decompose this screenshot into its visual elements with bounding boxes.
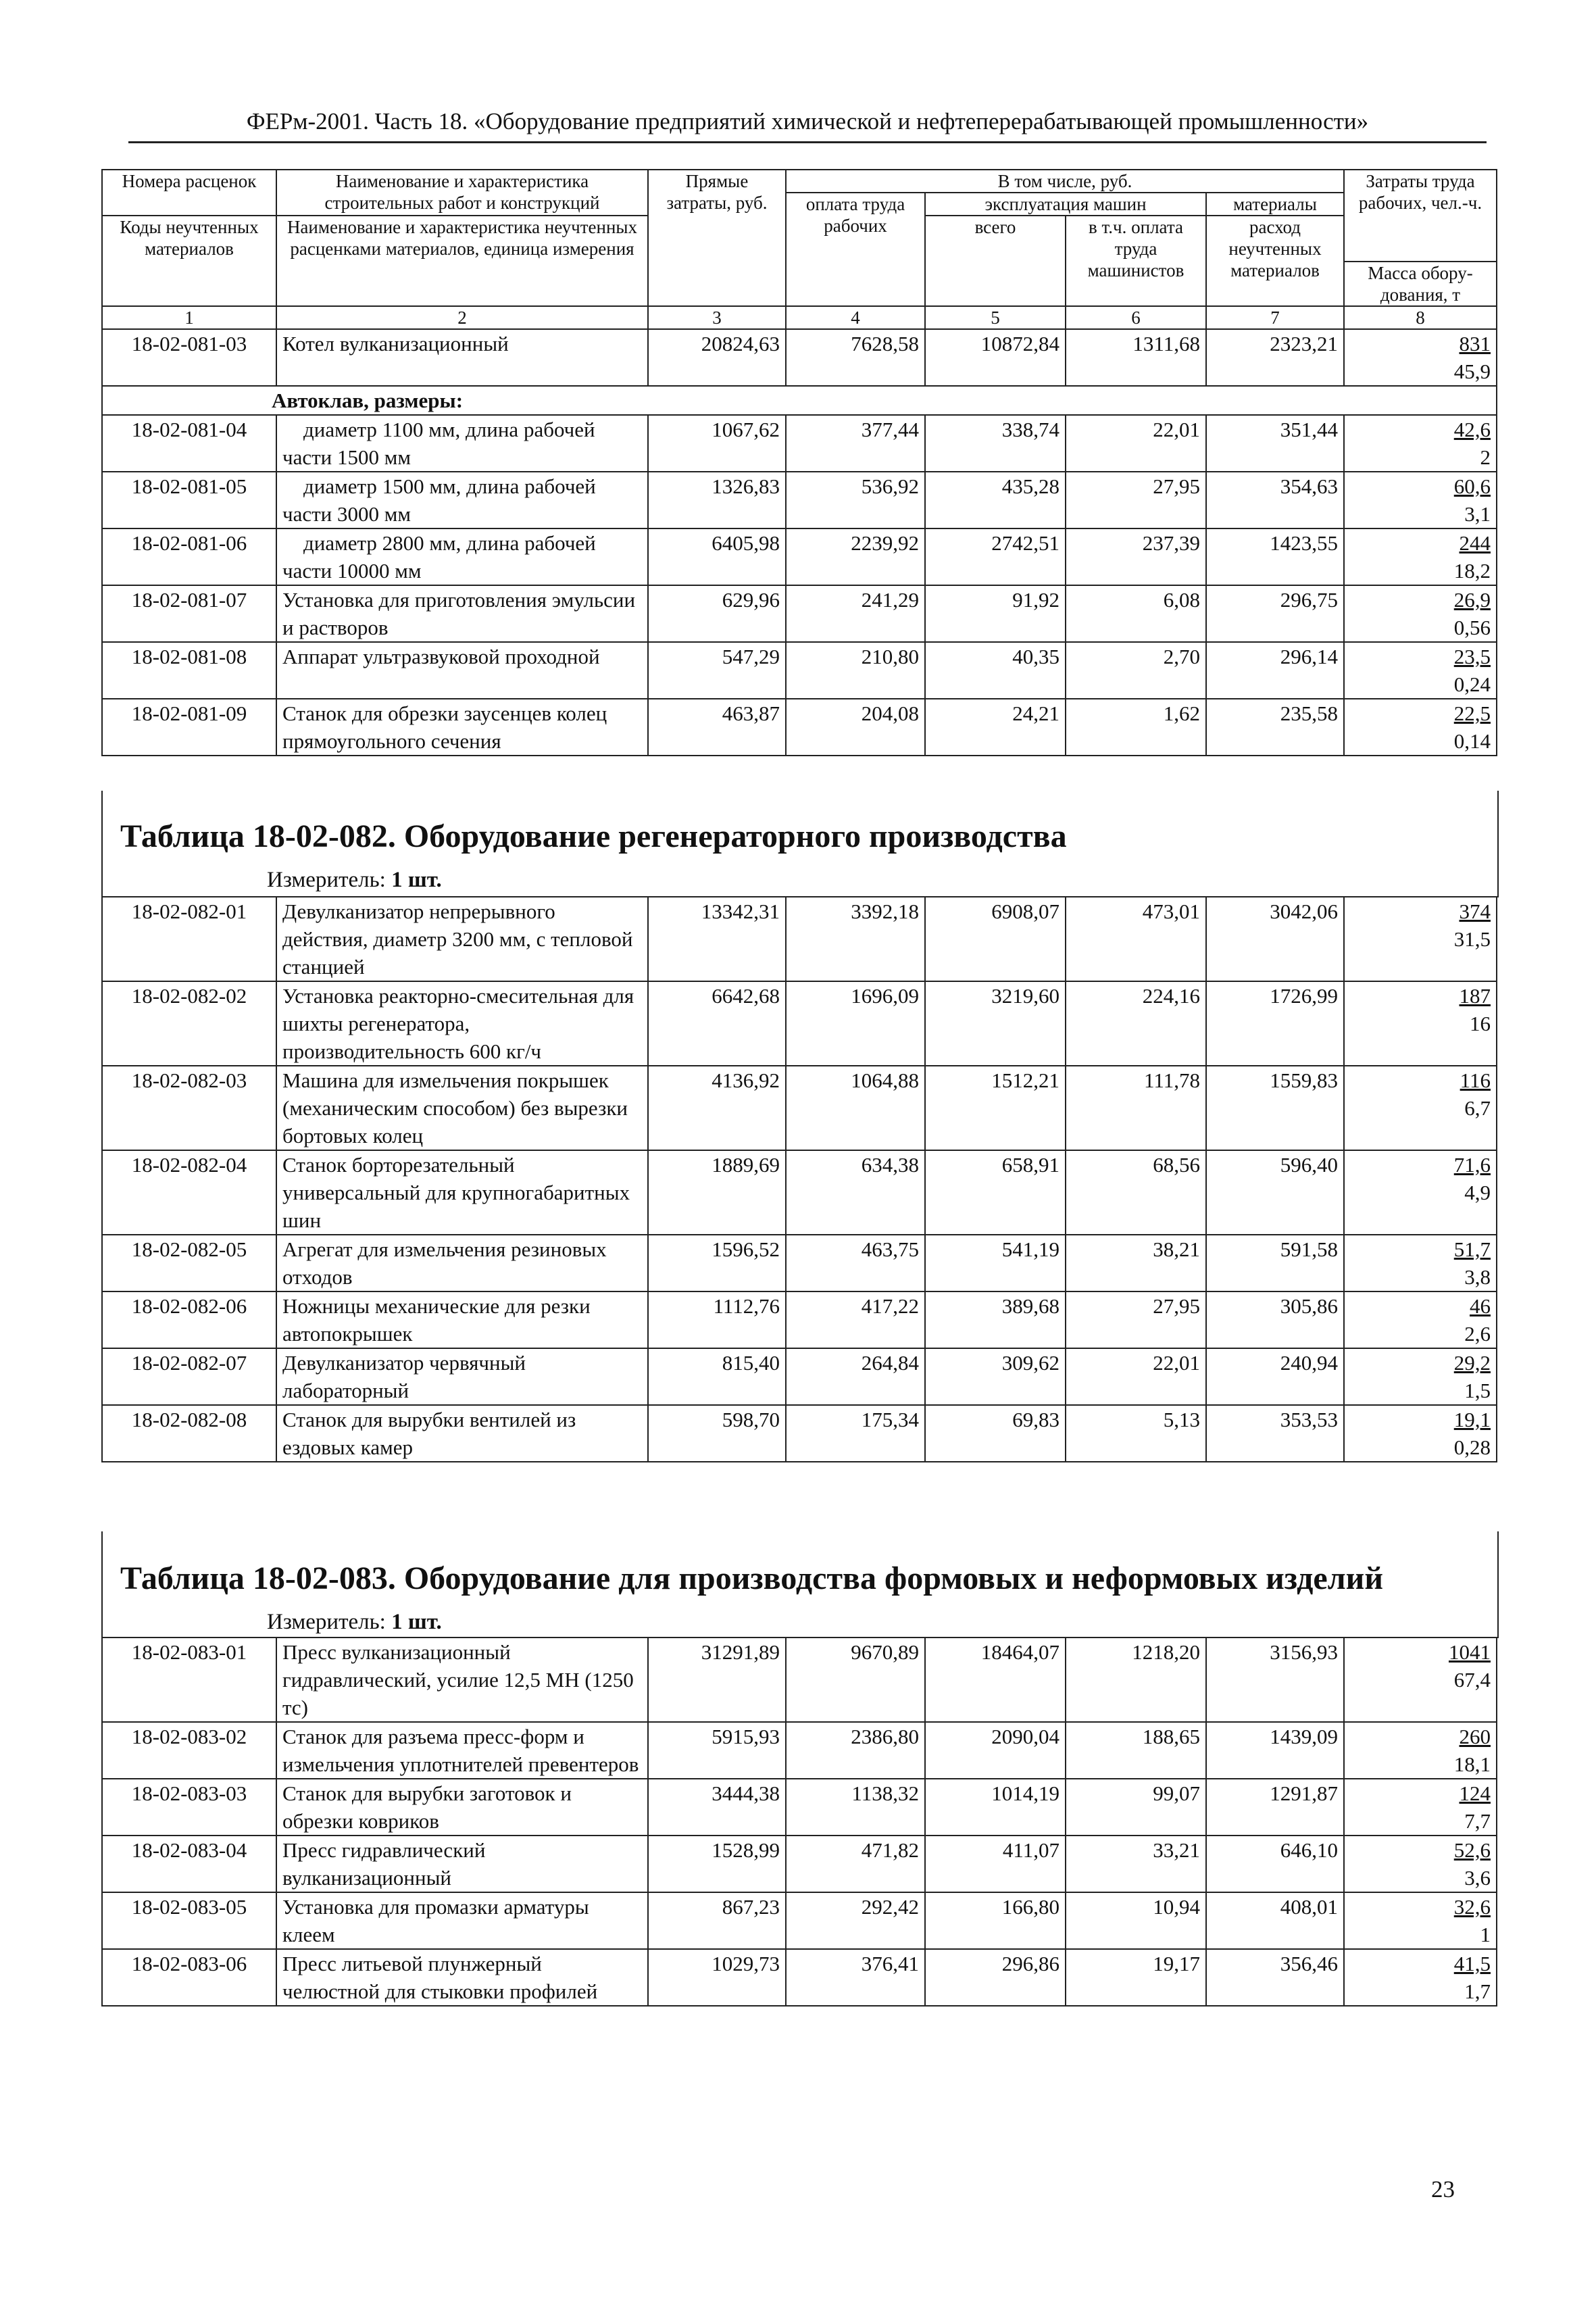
machines-total: 18464,07: [925, 1638, 1066, 1722]
wages: 204,08: [786, 699, 925, 756]
equipment-mass: 31,5: [1453, 927, 1491, 951]
machines-total: 658,91: [925, 1150, 1066, 1235]
work-name: Установка реакторно-смесительная для шихты регенератора, производительность 600 кг/ч: [276, 981, 648, 1066]
equipment-mass: 3,8: [1464, 1265, 1491, 1289]
equipment-mass: 6,7: [1464, 1096, 1491, 1120]
labor-and-mass: [1344, 1892, 1497, 1949]
machines-total: 389,68: [925, 1291, 1066, 1348]
rate-code: 18-02-082-03: [102, 1066, 276, 1150]
labor-and-mass: [1344, 585, 1497, 642]
labor-and-mass: [1344, 1291, 1497, 1348]
table-row: [102, 699, 1497, 756]
page-header: ФЕРм-2001. Часть 18. «Оборудование предприятий химической и нефтеперерабатывающей промышленности»: [246, 108, 1369, 134]
labor-and-mass: [1344, 329, 1497, 386]
materials-cost: 296,14: [1206, 642, 1344, 699]
equipment-mass: 7,7: [1464, 1809, 1491, 1833]
materials-cost: 354,63: [1206, 472, 1344, 528]
labor-cost: 19,1: [1453, 1408, 1491, 1431]
rate-code: 18-02-081-05: [102, 472, 276, 528]
wages: 210,80: [786, 642, 925, 699]
labor-and-mass: [1344, 1405, 1497, 1462]
labor-and-mass: [1344, 1235, 1497, 1291]
materials-cost: 296,75: [1206, 585, 1344, 642]
table-18-02-083: [101, 1637, 1497, 2007]
direct-cost: 1326,83: [648, 472, 786, 528]
measure-label: Измеритель:: [267, 1610, 386, 1634]
labor-and-mass: [1344, 981, 1497, 1066]
labor-and-mass: [1344, 1949, 1497, 2006]
equipment-mass: 0,24: [1453, 672, 1491, 696]
col-num: 5: [925, 306, 1066, 329]
labor-cost: 1041: [1449, 1640, 1491, 1664]
machines-total: 2090,04: [925, 1722, 1066, 1779]
table-row: [102, 1722, 1497, 1779]
labor-and-mass: [1344, 1779, 1497, 1836]
machines-total: 3219,60: [925, 981, 1066, 1066]
labor-cost: 187: [1459, 984, 1491, 1008]
work-name: Станок для вырубки вентилей из ездовых камер: [276, 1405, 648, 1462]
materials-cost: 1439,09: [1206, 1722, 1344, 1779]
equipment-mass: 2: [1480, 445, 1491, 469]
labor-cost: 22,5: [1453, 701, 1491, 725]
equipment-mass: 1,7: [1464, 1979, 1491, 2003]
col-name-top: Наименование и характеристика строительных работ и конструкций: [276, 170, 648, 216]
labor-cost: 42,6: [1453, 418, 1491, 441]
table-row: [102, 1235, 1497, 1291]
work-name: Пресс литьевой плунжерный челюстной для стыковки профилей: [276, 1949, 648, 2006]
machinist-wages: 38,21: [1066, 1235, 1206, 1291]
materials-cost: 235,58: [1206, 699, 1344, 756]
machinist-wages: 473,01: [1066, 897, 1206, 981]
machinist-wages: 10,94: [1066, 1892, 1206, 1949]
materials-cost: 351,44: [1206, 415, 1344, 472]
machines-total: 309,62: [925, 1348, 1066, 1405]
work-name: Девулканизатор непрерывного действия, диаметр 3200 мм, с тепловой станцией: [276, 897, 648, 981]
table-row: [102, 981, 1497, 1066]
rate-code: 18-02-083-05: [102, 1892, 276, 1949]
machinist-wages: 22,01: [1066, 1348, 1206, 1405]
wages: 1138,32: [786, 1779, 925, 1836]
rate-code: 18-02-081-04: [102, 415, 276, 472]
wages: 241,29: [786, 585, 925, 642]
equipment-mass: 67,4: [1453, 1668, 1491, 1692]
machines-total: 40,35: [925, 642, 1066, 699]
direct-cost: 598,70: [648, 1405, 786, 1462]
materials-cost: 353,53: [1206, 1405, 1344, 1462]
rate-code: 18-02-082-05: [102, 1235, 276, 1291]
col-num: 2: [276, 306, 648, 329]
work-name: Станок для разъема пресс-форм и измельчения уплотнителей превентеров: [276, 1722, 648, 1779]
rate-code: 18-02-081-07: [102, 585, 276, 642]
direct-cost: 463,87: [648, 699, 786, 756]
machinist-wages: 5,13: [1066, 1405, 1206, 1462]
labor-cost: 32,6: [1453, 1895, 1491, 1919]
work-name: Станок борторезательный универсальный для крупногабаритных шин: [276, 1150, 648, 1235]
col-mach-total: всего: [925, 216, 1066, 306]
table-row: [102, 1638, 1497, 1722]
wages: 471,82: [786, 1836, 925, 1892]
table-header: [102, 170, 1497, 329]
table-row: [102, 897, 1497, 981]
machines-total: 296,86: [925, 1949, 1066, 2006]
col-mach-wages: в т.ч. оплата труда машинистов: [1066, 216, 1206, 306]
col-num: 4: [786, 306, 925, 329]
machines-total: 24,21: [925, 699, 1066, 756]
labor-cost: 831: [1459, 332, 1491, 355]
labor-and-mass: [1344, 897, 1497, 981]
work-name: диаметр 1500 мм, длина рабочей части 3000 мм: [276, 472, 648, 528]
direct-cost: 4136,92: [648, 1066, 786, 1150]
materials-cost: 3156,93: [1206, 1638, 1344, 1722]
col-code-bottom: Коды неучтенных материалов: [102, 216, 276, 306]
wages: 175,34: [786, 1405, 925, 1462]
work-name: Девулканизатор червячный лабораторный: [276, 1348, 648, 1405]
rate-code: 18-02-082-04: [102, 1150, 276, 1235]
rate-code: 18-02-082-01: [102, 897, 276, 981]
wages: 463,75: [786, 1235, 925, 1291]
equipment-mass: 45,9: [1453, 360, 1491, 383]
table-row: [102, 472, 1497, 528]
table-title: Таблица 18-02-083. Оборудование для производства формовых и неформовых изделий: [120, 1560, 1383, 1596]
table-row: [102, 1150, 1497, 1235]
header-rule: [128, 141, 1487, 143]
page-number: 23: [1431, 2176, 1455, 2202]
direct-cost: 1596,52: [648, 1235, 786, 1291]
machinist-wages: 22,01: [1066, 415, 1206, 472]
rate-code: 18-02-082-02: [102, 981, 276, 1066]
labor-cost: 374: [1459, 900, 1491, 923]
direct-cost: 1067,62: [648, 415, 786, 472]
materials-cost: 1423,55: [1206, 528, 1344, 585]
direct-cost: 1528,99: [648, 1836, 786, 1892]
col-materials: материалы: [1206, 193, 1344, 216]
table-row: [102, 528, 1497, 585]
machines-total: 166,80: [925, 1892, 1066, 1949]
labor-cost: 124: [1459, 1781, 1491, 1805]
work-name: Ножницы механические для резки автопокрышек: [276, 1291, 648, 1348]
group-row: [102, 386, 1497, 415]
rate-code: 18-02-081-08: [102, 642, 276, 699]
labor-cost: 260: [1459, 1725, 1491, 1748]
rate-code: 18-02-083-06: [102, 1949, 276, 2006]
equipment-mass: 0,28: [1453, 1435, 1491, 1459]
machinist-wages: 1,62: [1066, 699, 1206, 756]
materials-cost: 305,86: [1206, 1291, 1344, 1348]
equipment-mass: 18,1: [1453, 1752, 1491, 1776]
labor-cost: 60,6: [1453, 474, 1491, 498]
work-name: диаметр 2800 мм, длина рабочей части 10000 мм: [276, 528, 648, 585]
direct-cost: 629,96: [648, 585, 786, 642]
direct-cost: 6642,68: [648, 981, 786, 1066]
measure-line: [267, 866, 442, 893]
machines-total: 6908,07: [925, 897, 1066, 981]
direct-cost: 815,40: [648, 1348, 786, 1405]
machinist-wages: 188,65: [1066, 1722, 1206, 1779]
machinist-wages: 99,07: [1066, 1779, 1206, 1836]
measure-value: 1 шт.: [391, 868, 442, 892]
work-name: Машина для измельчения покрышек (механическим способом) без вырезки бортовых колец: [276, 1066, 648, 1150]
work-name: Установка для промазки арматуры клеем: [276, 1892, 648, 1949]
materials-cost: 1291,87: [1206, 1779, 1344, 1836]
machinist-wages: 68,56: [1066, 1150, 1206, 1235]
wages: 264,84: [786, 1348, 925, 1405]
equipment-mass: 0,14: [1453, 729, 1491, 753]
machines-total: 541,19: [925, 1235, 1066, 1291]
machinist-wages: 224,16: [1066, 981, 1206, 1066]
machines-total: 91,92: [925, 585, 1066, 642]
col-num: 7: [1206, 306, 1344, 329]
equipment-mass: 18,2: [1453, 559, 1491, 583]
labor-and-mass: [1344, 1066, 1497, 1150]
labor-and-mass: [1344, 415, 1497, 472]
labor-cost: 41,5: [1453, 1952, 1491, 1975]
rate-code: 18-02-081-06: [102, 528, 276, 585]
direct-cost: 547,29: [648, 642, 786, 699]
table-row: [102, 1892, 1497, 1949]
machines-total: 1014,19: [925, 1779, 1066, 1836]
labor-and-mass: [1344, 642, 1497, 699]
materials-cost: 408,01: [1206, 1892, 1344, 1949]
labor-cost: 52,6: [1453, 1838, 1491, 1862]
direct-cost: 5915,93: [648, 1722, 786, 1779]
wages: 7628,58: [786, 329, 925, 386]
work-name: Пресс вулканизационный гидравлический, усилие 12,5 МН (1250 тс): [276, 1638, 648, 1722]
wages: 376,41: [786, 1949, 925, 2006]
equipment-mass: 1,5: [1464, 1379, 1491, 1402]
materials-cost: 596,40: [1206, 1150, 1344, 1235]
col-labor-bottom: Масса обору-дования, т: [1344, 262, 1497, 306]
materials-cost: 1726,99: [1206, 981, 1344, 1066]
machinist-wages: 1218,20: [1066, 1638, 1206, 1722]
labor-and-mass: [1344, 528, 1497, 585]
labor-and-mass: [1344, 1638, 1497, 1722]
work-name: Установка для приготовления эмульсии и растворов: [276, 585, 648, 642]
machines-total: 338,74: [925, 415, 1066, 472]
table-title: Таблица 18-02-082. Оборудование регенераторного производства: [120, 818, 1067, 854]
work-name: Пресс гидравлический вулканизационный: [276, 1836, 648, 1892]
col-num: 3: [648, 306, 786, 329]
wages: 634,38: [786, 1150, 925, 1235]
table-row: [102, 585, 1497, 642]
rate-code: 18-02-083-03: [102, 1779, 276, 1836]
rate-code: 18-02-082-07: [102, 1348, 276, 1405]
equipment-mass: 1: [1480, 1923, 1491, 1946]
col-direct: Прямые затраты, руб.: [648, 170, 786, 306]
col-name-bottom: Наименование и характеристика неучтенных расценками материалов, единица измерения: [276, 216, 648, 306]
table-row: [102, 1348, 1497, 1405]
direct-cost: 1112,76: [648, 1291, 786, 1348]
measure-label: Измеритель:: [267, 868, 386, 892]
equipment-mass: 4,9: [1464, 1181, 1491, 1204]
machines-total: 10872,84: [925, 329, 1066, 386]
wages: 1696,09: [786, 981, 925, 1066]
table-row: [102, 1405, 1497, 1462]
rate-code: 18-02-081-09: [102, 699, 276, 756]
labor-and-mass: [1344, 1348, 1497, 1405]
table-18-02-081: [101, 169, 1497, 756]
work-name: диаметр 1100 мм, длина рабочей части 1500 мм: [276, 415, 648, 472]
direct-cost: 3444,38: [648, 1779, 786, 1836]
machinist-wages: 1311,68: [1066, 329, 1206, 386]
direct-cost: 20824,63: [648, 329, 786, 386]
col-labor-top: Затраты труда рабочих, чел.-ч.: [1344, 170, 1497, 262]
direct-cost: 1029,73: [648, 1949, 786, 2006]
labor-and-mass: [1344, 1722, 1497, 1779]
equipment-mass: 3,1: [1464, 502, 1491, 526]
rate-code: 18-02-083-01: [102, 1638, 276, 1722]
table-row: [102, 1836, 1497, 1892]
direct-cost: 6405,98: [648, 528, 786, 585]
machines-total: 1512,21: [925, 1066, 1066, 1150]
wages: 2386,80: [786, 1722, 925, 1779]
wages: 2239,92: [786, 528, 925, 585]
work-name: Аппарат ультразвуковой проходной: [276, 642, 648, 699]
equipment-mass: 3,6: [1464, 1866, 1491, 1890]
equipment-mass: 0,56: [1453, 616, 1491, 639]
table-row: [102, 642, 1497, 699]
machinist-wages: 27,95: [1066, 1291, 1206, 1348]
labor-and-mass: [1344, 699, 1497, 756]
labor-cost: 26,9: [1453, 588, 1491, 612]
machines-total: 69,83: [925, 1405, 1066, 1462]
wages: 377,44: [786, 415, 925, 472]
wages: 3392,18: [786, 897, 925, 981]
table-row: [102, 329, 1497, 386]
wages: 417,22: [786, 1291, 925, 1348]
table-row: [102, 1949, 1497, 2006]
measure-line: [267, 1608, 442, 1635]
rate-code: 18-02-082-06: [102, 1291, 276, 1348]
table-row: [102, 1291, 1497, 1348]
measure-value: 1 шт.: [391, 1610, 442, 1634]
labor-cost: 116: [1460, 1068, 1491, 1092]
labor-cost: 23,5: [1453, 645, 1491, 668]
col-num: 1: [102, 306, 276, 329]
direct-cost: 31291,89: [648, 1638, 786, 1722]
machines-total: 411,07: [925, 1836, 1066, 1892]
rate-code: 18-02-081-03: [102, 329, 276, 386]
materials-cost: 591,58: [1206, 1235, 1344, 1291]
rate-code: 18-02-083-04: [102, 1836, 276, 1892]
machines-total: 435,28: [925, 472, 1066, 528]
table-18-02-082: [101, 896, 1497, 1462]
machinist-wages: 237,39: [1066, 528, 1206, 585]
wages: 292,42: [786, 1892, 925, 1949]
labor-cost: 29,2: [1453, 1351, 1491, 1375]
labor-cost: 244: [1459, 531, 1491, 555]
direct-cost: 867,23: [648, 1892, 786, 1949]
labor-cost: 46: [1470, 1294, 1491, 1318]
wages: 1064,88: [786, 1066, 925, 1150]
work-name: Станок для вырубки заготовок и обрезки ковриков: [276, 1779, 648, 1836]
table-row: [102, 415, 1497, 472]
machinist-wages: 19,17: [1066, 1949, 1206, 2006]
machinist-wages: 2,70: [1066, 642, 1206, 699]
wages: 9670,89: [786, 1638, 925, 1722]
materials-cost: 240,94: [1206, 1348, 1344, 1405]
col-code-top: Номера расценок: [102, 170, 276, 216]
labor-cost: 71,6: [1453, 1153, 1491, 1177]
labor-cost: 51,7: [1453, 1237, 1491, 1261]
direct-cost: 13342,31: [648, 897, 786, 981]
col-incl: В том числе, руб.: [786, 170, 1344, 193]
table-row: [102, 1066, 1497, 1150]
work-name: Котел вулканизационный: [276, 329, 648, 386]
wages: 536,92: [786, 472, 925, 528]
rate-code: 18-02-083-02: [102, 1722, 276, 1779]
col-wages: оплата труда рабочих: [786, 193, 925, 306]
machinist-wages: 33,21: [1066, 1836, 1206, 1892]
materials-cost: 2323,21: [1206, 329, 1344, 386]
machinist-wages: 111,78: [1066, 1066, 1206, 1150]
direct-cost: 1889,69: [648, 1150, 786, 1235]
equipment-mass: 2,6: [1464, 1322, 1491, 1346]
materials-cost: 646,10: [1206, 1836, 1344, 1892]
col-machines: эксплуатация машин: [925, 193, 1206, 216]
rate-code: 18-02-082-08: [102, 1405, 276, 1462]
equipment-mass: 16: [1470, 1012, 1491, 1035]
work-name: Станок для обрезки заусенцев колец прямоугольного сечения: [276, 699, 648, 756]
machines-total: 2742,51: [925, 528, 1066, 585]
table-row: [102, 1779, 1497, 1836]
col-num: 8: [1344, 306, 1497, 329]
group-title: Автоклав, размеры:: [102, 386, 1497, 415]
labor-and-mass: [1344, 1150, 1497, 1235]
work-name: Агрегат для измельчения резиновых отходов: [276, 1235, 648, 1291]
materials-cost: 356,46: [1206, 1949, 1344, 2006]
labor-and-mass: [1344, 472, 1497, 528]
col-materials-sub: расход неучтенных материалов: [1206, 216, 1344, 306]
materials-cost: 3042,06: [1206, 897, 1344, 981]
labor-and-mass: [1344, 1836, 1497, 1892]
machinist-wages: 6,08: [1066, 585, 1206, 642]
machinist-wages: 27,95: [1066, 472, 1206, 528]
materials-cost: 1559,83: [1206, 1066, 1344, 1150]
col-num: 6: [1066, 306, 1206, 329]
